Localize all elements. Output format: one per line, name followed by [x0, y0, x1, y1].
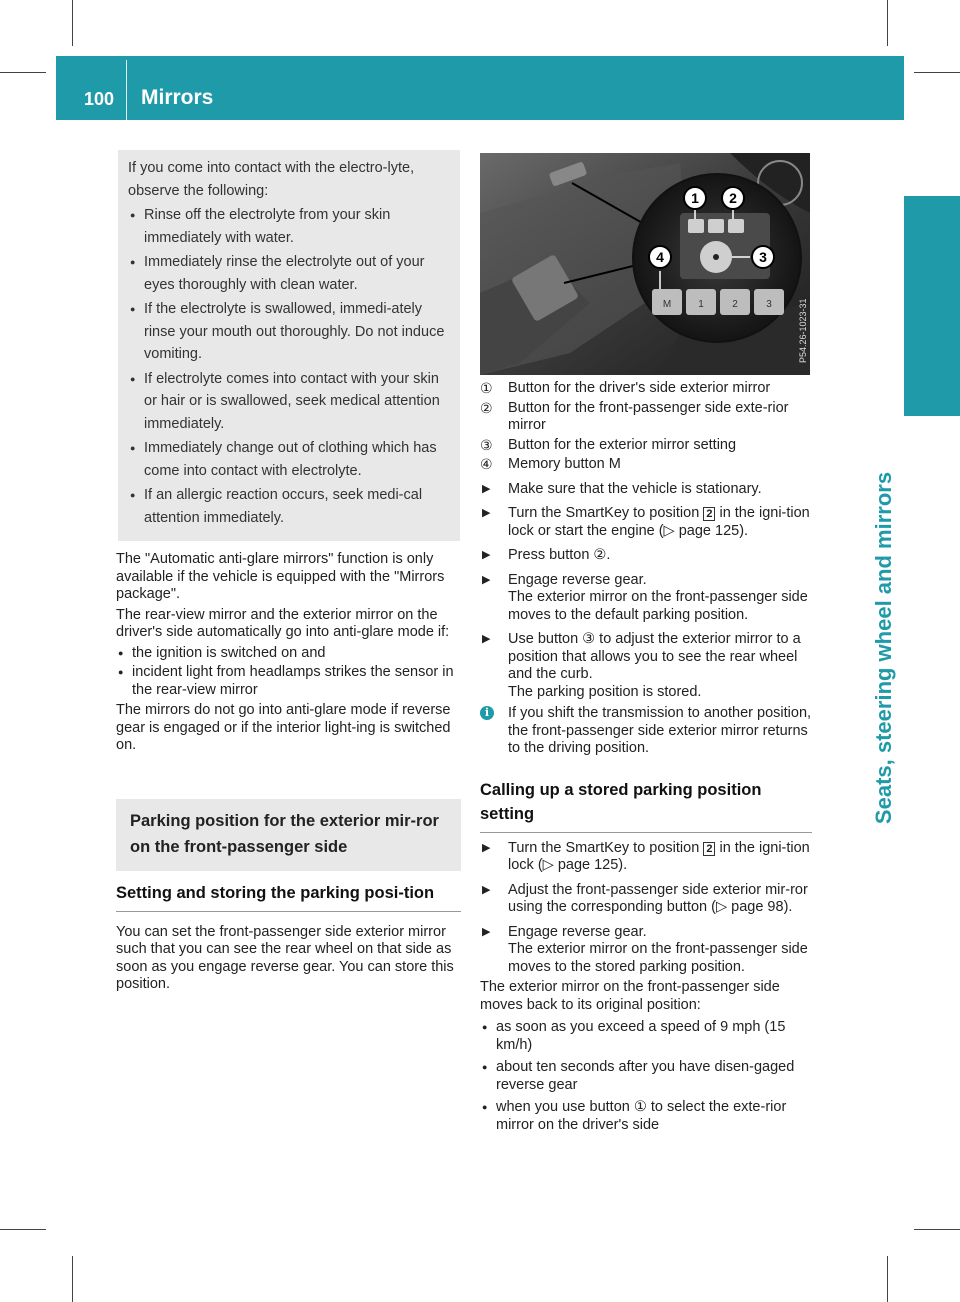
chapter-label-text: Seats, steering wheel and mirrors: [871, 471, 896, 825]
info-icon: i: [480, 706, 494, 720]
page-number: 100: [84, 89, 115, 109]
info-note: i If you shift the transmission to another position, the front-passenger side exterior mirror returns to the driving position.: [480, 705, 812, 758]
memory-button-label: M: [662, 299, 672, 310]
key-position-badge: 2: [703, 507, 715, 521]
figure-code: P54.26-1023-31: [798, 298, 808, 363]
step: ▶ Adjust the front-passenger side exterior mir-ror using the corresponding button (▷ page 98).: [482, 881, 808, 915]
warning-item: ● If electrolyte comes into contact with your skin or hair or is swallowed, seek medical attention immediately.: [128, 368, 450, 436]
list-item: ● the ignition is switched on and: [116, 645, 461, 663]
legend-text: Memory button M: [508, 456, 621, 472]
step: ▶ Press button ②.: [482, 547, 611, 563]
crop-mark: [72, 1256, 73, 1302]
paragraph: The exterior mirror on the front-passenger side moves back to its original position:: [480, 979, 780, 1013]
warning-item: ● Rinse off the electrolyte from your skin immediately with water.: [128, 204, 450, 249]
memory-slot-label: 2: [732, 299, 738, 310]
svg-text:3: 3: [759, 249, 767, 265]
step-arrow-icon: ▶: [482, 841, 491, 854]
subheading: Setting and storing the parking posi-tion: [116, 881, 461, 912]
callout-3: [752, 246, 774, 268]
legend-item: [480, 456, 812, 474]
list-item: ● as soon as you exceed a speed of 9 mph (15 km/h): [480, 1019, 812, 1054]
right-column: [480, 380, 812, 1136]
left-column: [116, 150, 461, 994]
key-position-badge: 2: [703, 842, 715, 856]
header-divider: [126, 60, 127, 120]
legend-item: [480, 437, 812, 455]
svg-text:4: 4: [656, 249, 664, 265]
step-arrow-icon: ▶: [482, 633, 491, 645]
step: ▶ Make sure that the vehicle is stationary.: [482, 480, 762, 497]
step-arrow-icon: ▶: [482, 883, 491, 896]
crop-mark: [887, 0, 888, 46]
step-arrow-icon: ▶: [482, 573, 491, 586]
callout-4: [649, 246, 671, 268]
list-item: ● when you use button ① to select the exte-rior mirror on the driver's side: [480, 1099, 812, 1134]
warning-intro: If you come into contact with the electro-lyte, observe the following:: [128, 160, 415, 199]
chapter-tab: [904, 196, 960, 416]
legend-number: ②: [480, 399, 493, 416]
legend-text: Button for the exterior mirror setting: [508, 436, 737, 453]
step: ▶ Engage reverse gear. The exterior mirror on the front-passenger side moves to the default parking position.: [482, 571, 808, 623]
crop-mark: [914, 1229, 960, 1230]
svg-text:1: 1: [691, 190, 699, 206]
warning-item: ● If the electrolyte is swallowed, immedi-ately rinse your mouth out thoroughly. Do not induce vomiting.: [128, 298, 450, 366]
legend-item: [480, 400, 812, 435]
legend-number: ④: [480, 456, 493, 472]
list-item: ● incident light from headlamps strikes the sensor in the rear-view mirror: [116, 664, 461, 699]
callout-1: [684, 187, 706, 209]
door-control-panel-image: [480, 153, 810, 375]
crop-mark: [0, 1229, 46, 1230]
step-arrow-icon: ▶: [482, 482, 491, 495]
legend-item: [480, 380, 812, 398]
page-title: Mirrors: [141, 86, 214, 109]
crop-mark: [887, 1256, 888, 1302]
figure-legend: [480, 380, 812, 474]
list-item: ● about ten seconds after you have disen-gaged reverse gear: [480, 1059, 812, 1094]
svg-text:2: 2: [729, 190, 737, 206]
crop-mark: [914, 72, 960, 73]
step-arrow-icon: ▶: [482, 549, 491, 561]
paragraph: The rear-view mirror and the exterior mirror on the driver's side automatically go into anti-glare mode if:: [116, 606, 450, 640]
paragraph: You can set the front-passenger side exterior mirror such that you can see the rear wheel on that side as soon as you engage reverse gear. You can store this position.: [116, 923, 454, 992]
subheading: Calling up a stored parking position setting: [480, 778, 812, 833]
paragraph: The mirrors do not go into anti-glare mode if reverse gear is engaged or if the interior light-ing is switched on.: [116, 702, 451, 753]
calling-steps: [480, 840, 812, 977]
legend-number: ③: [480, 436, 493, 453]
legend-number: ①: [480, 380, 493, 396]
crop-mark: [72, 0, 73, 46]
step: ▶ Turn the SmartKey to position 2 in the igni-tion lock (▷ page 125).: [482, 839, 810, 873]
warning-box: [118, 150, 460, 541]
step-arrow-icon: ▶: [482, 925, 491, 938]
paragraph: The "Automatic anti-glare mirrors" function is only available if the vehicle is equipped with the "Mirrors package".: [116, 551, 445, 602]
setting-steps: [480, 481, 812, 702]
section-title-box: Parking position for the exterior mir-ror on the front-passenger side: [116, 799, 461, 871]
legend-text: Button for the front-passenger side exte-rior mirror: [508, 399, 789, 433]
memory-slot-label: 1: [698, 299, 704, 310]
callout-2: [722, 187, 744, 209]
step: ▶ Use button ③ to adjust the exterior mirror to a position that allows you to see the rear wheel and the curb. The parking position is stored.: [482, 631, 801, 700]
step: ▶ Engage reverse gear. The exterior mirror on the front-passenger side moves to the stored parking position.: [482, 923, 808, 975]
step-arrow-icon: ▶: [482, 507, 491, 519]
warning-item: ● Immediately change out of clothing which has come into contact with electrolyte.: [128, 437, 450, 482]
warning-item: ● If an allergic reaction occurs, seek medi-cal attention immediately.: [128, 484, 450, 529]
warning-item: ● Immediately rinse the electrolyte out of your eyes thoroughly with clean water.: [128, 251, 450, 296]
step: ▶ Turn the SmartKey to position 2 in the igni-tion lock or start the engine (▷ page 125).: [482, 505, 810, 539]
crop-mark: [0, 72, 46, 73]
memory-slot-label: 3: [766, 299, 772, 310]
legend-text: Button for the driver's side exterior mirror: [508, 380, 771, 396]
